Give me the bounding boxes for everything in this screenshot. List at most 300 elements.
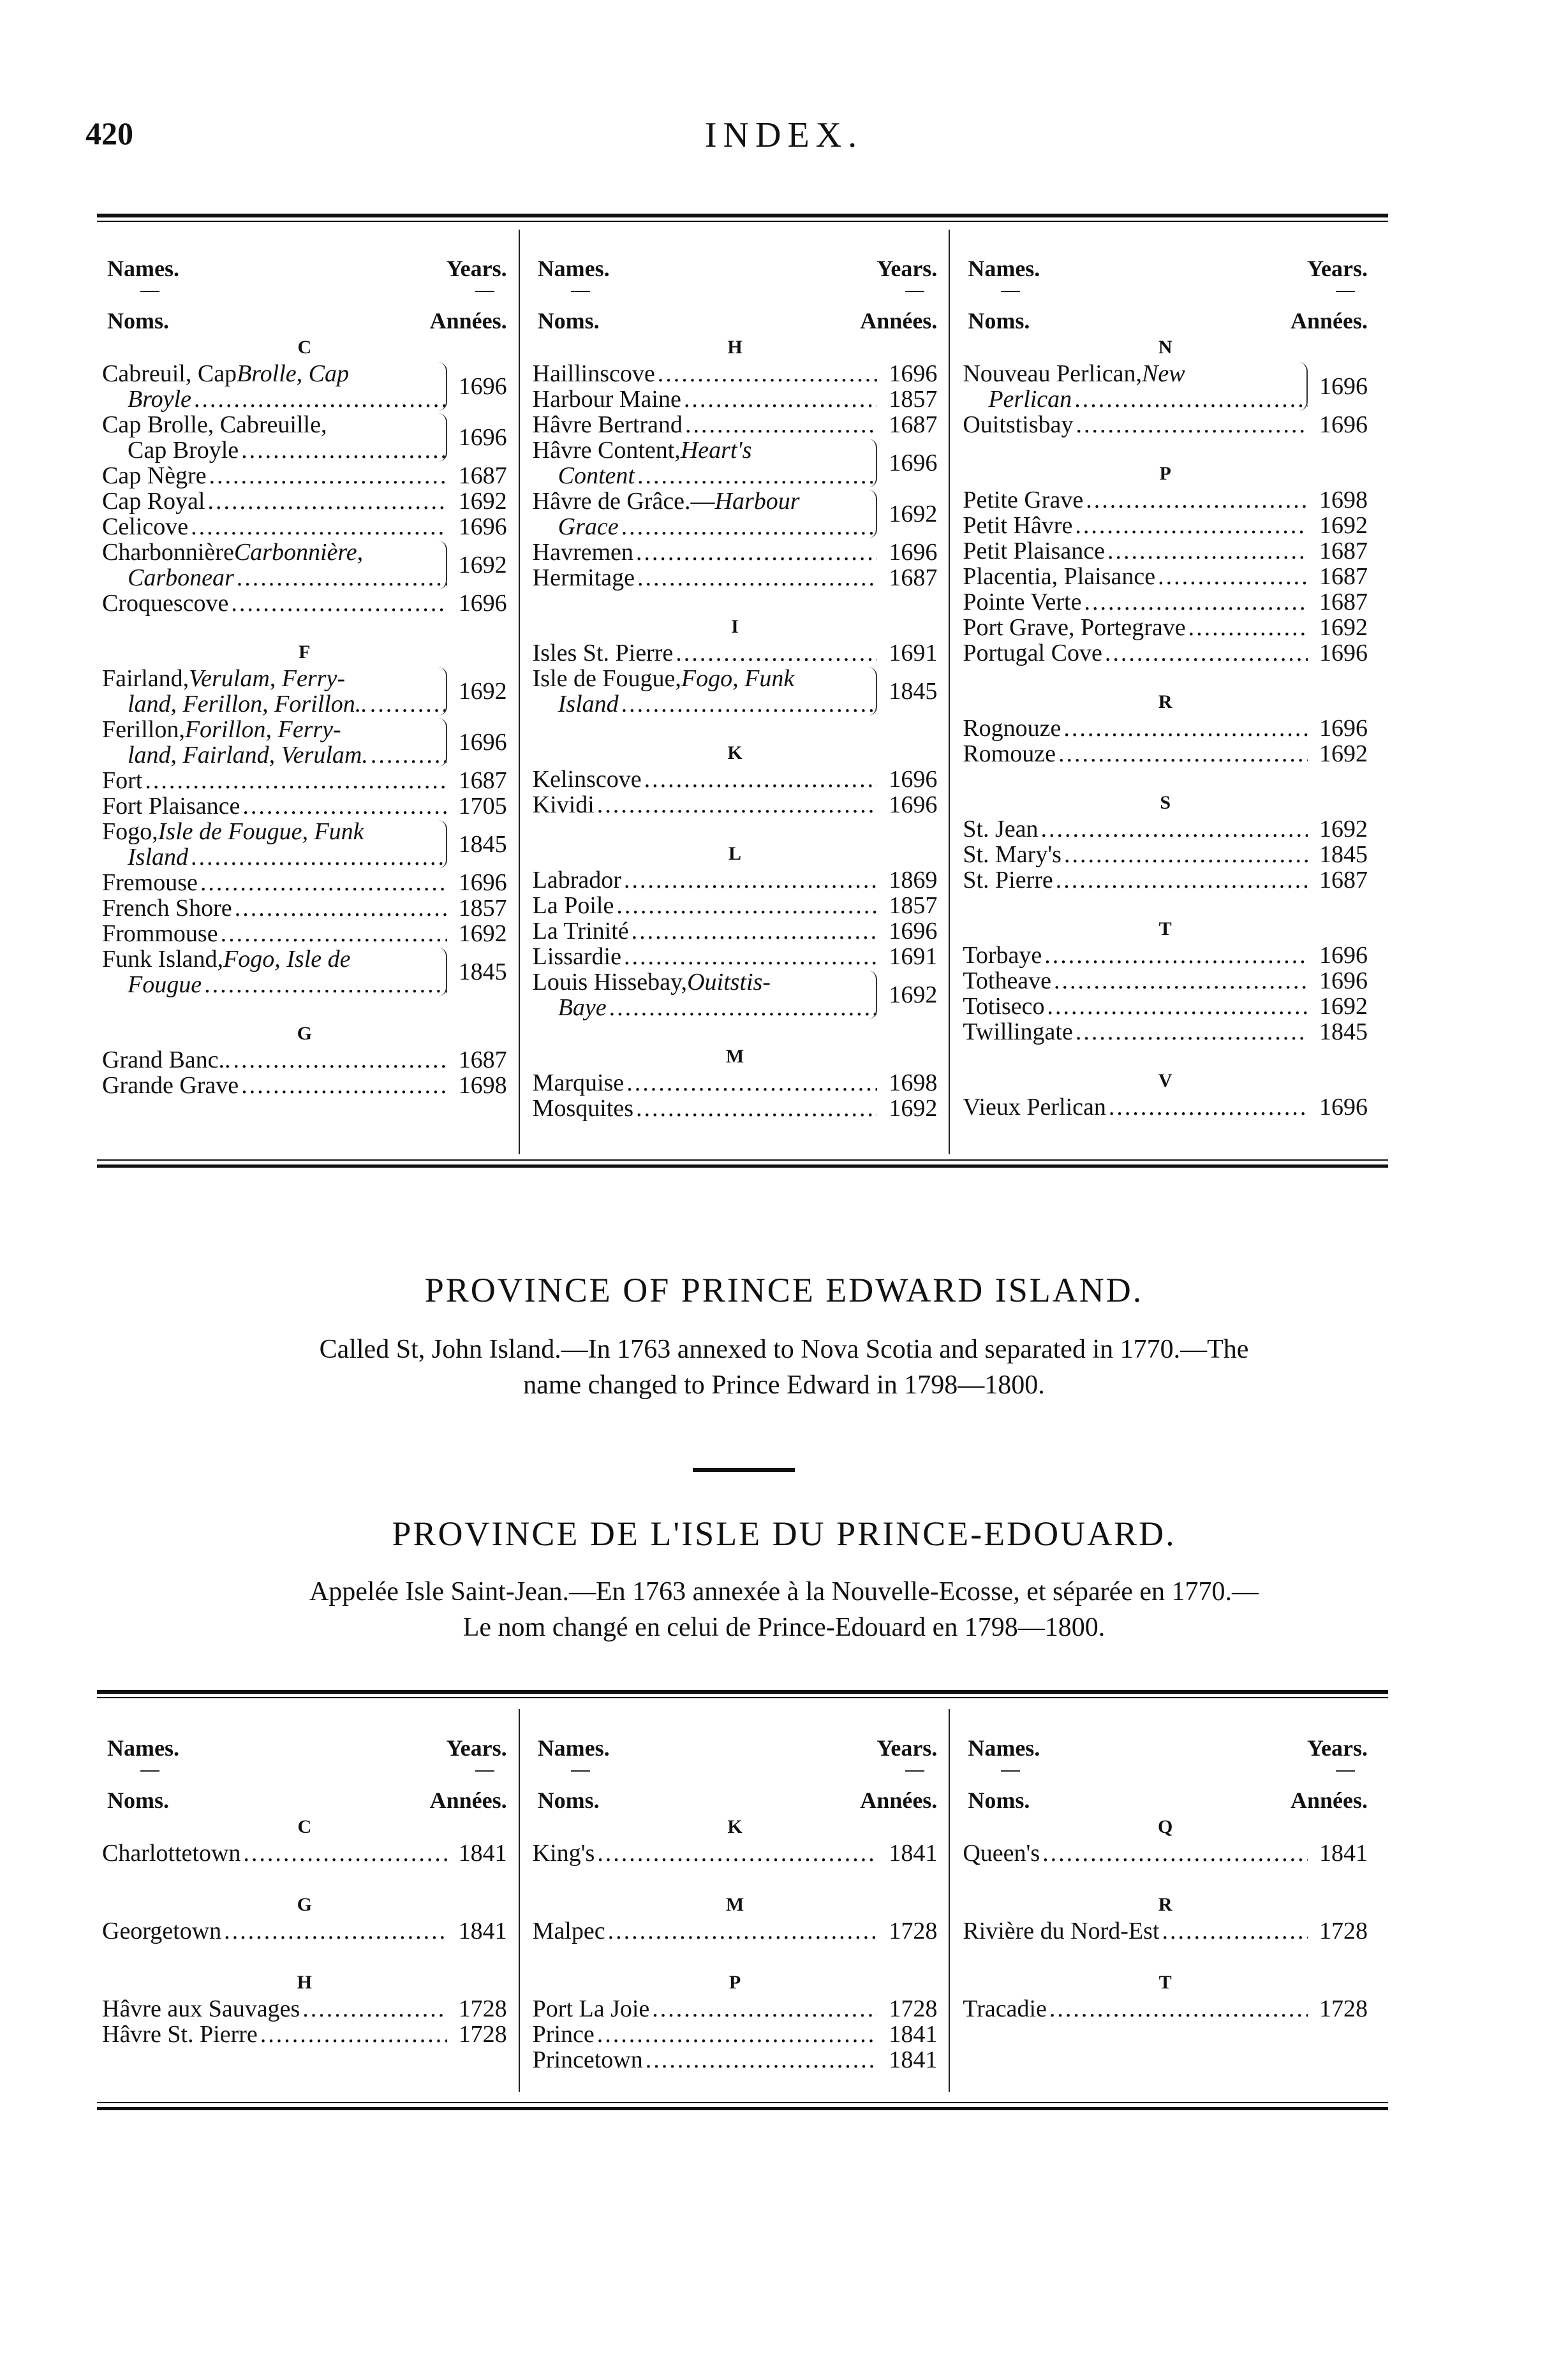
running-head: INDEX. [704, 115, 864, 155]
entry-name-cont-text: Broyle [128, 386, 191, 412]
entry-year: 1841 [889, 2021, 938, 2048]
brace [438, 541, 447, 589]
section-letter: M [725, 1046, 744, 1067]
section-letter: R [1158, 691, 1172, 712]
index-entry [102, 793, 507, 819]
header-noms-row [107, 307, 507, 334]
entry-name: Cap Nègre [102, 463, 207, 488]
pei-top-rule [97, 1690, 1388, 1694]
entry-name-line [533, 2047, 938, 2073]
leader-dots [1075, 513, 1308, 538]
entry-name-line [102, 1073, 507, 1098]
leader-dots [637, 463, 877, 488]
index-entry [963, 538, 1368, 564]
entry-year: 1841 [458, 1918, 507, 1944]
header-noms: Noms. [537, 1788, 600, 1813]
index-entry [963, 867, 1368, 893]
entry-name: Hâvre St. Pierre [102, 2022, 258, 2047]
entry-name: Kelinscove [532, 767, 642, 792]
index-column [963, 1709, 1368, 2092]
entry-name: Twillingate [963, 1019, 1073, 1045]
entry-name-line [533, 944, 938, 969]
entry-name-line [533, 412, 938, 437]
entry-name: Petite Grave [963, 487, 1084, 513]
leader-dots [624, 867, 877, 893]
entry-name: St. Jean [963, 816, 1039, 842]
leader-dots [1063, 716, 1308, 741]
header-dash [475, 291, 494, 292]
index-entry [963, 615, 1368, 640]
index-entry [963, 412, 1368, 437]
index-entry [533, 1996, 938, 2022]
header-dash [571, 1770, 590, 1772]
header-annees: Années. [429, 308, 507, 334]
header-years: Years. [446, 256, 507, 281]
entry-name-line [533, 1096, 938, 1121]
header-noms: Noms. [107, 1788, 169, 1813]
index-entry [102, 2022, 507, 2047]
entry-name: Cabreuil, Cap [102, 361, 237, 386]
index-column [102, 1709, 507, 2092]
entry-name-line [102, 1996, 507, 2022]
header-annees: Années. [1290, 308, 1368, 334]
entry-name-line [533, 1840, 938, 1866]
brace [1299, 362, 1308, 411]
entry-year: 1698 [1319, 487, 1368, 513]
entry-name-italic: New [1142, 361, 1185, 386]
index-entry [533, 1096, 938, 1121]
entry-name: Petit Hâvre [963, 513, 1073, 538]
entry-name: Charbonnière [102, 540, 234, 565]
entry-name-cont-text: Baye [558, 995, 607, 1020]
pei-bottom-rule [97, 2102, 1388, 2103]
leader-dots [1084, 589, 1308, 615]
entry-name-italic: Carbonnière, [233, 540, 364, 565]
entry-year: 1692 [458, 488, 507, 515]
index-entry [102, 870, 507, 895]
entry-name: Romouze [963, 741, 1056, 767]
header-names: Names. [537, 1735, 610, 1761]
header-noms-row [107, 1787, 507, 1814]
section-letter: G [297, 1894, 312, 1915]
entry-name: Isle de Fougue, [532, 666, 681, 691]
header-years: Years. [446, 1735, 507, 1761]
index-entry [102, 1073, 507, 1098]
pei-desc-en-line2: name changed to Prince Edward in 1798—1800. [523, 1370, 1045, 1400]
section-letter: H [727, 337, 743, 358]
header-names: Names. [537, 256, 610, 281]
index-entry [533, 969, 938, 1020]
entry-name-italic: Ouitstis- [687, 969, 771, 995]
index-entry [963, 487, 1368, 513]
section-letter: N [1158, 337, 1172, 358]
entry-year: 1696 [889, 766, 938, 793]
leader-dots [231, 591, 447, 616]
page-number: 420 [85, 115, 133, 151]
entry-name: Malpec [532, 1918, 605, 1944]
leader-dots [637, 565, 877, 591]
header-noms: Noms. [968, 1788, 1030, 1813]
index-entry [533, 1840, 938, 1866]
leader-dots [241, 1073, 447, 1098]
leader-dots [676, 640, 877, 666]
entry-name: Kividi [532, 792, 595, 818]
section-letter: K [727, 742, 743, 763]
header-dash [1336, 1770, 1355, 1772]
header-annees: Années. [429, 1788, 507, 1813]
entry-name: King's [532, 1840, 595, 1866]
entry-name-line [533, 792, 938, 818]
entry-year: 1845 [889, 678, 938, 705]
entry-name-line [533, 1070, 938, 1096]
entry-name: Ferillon, [102, 717, 185, 742]
entry-name-cont-text: Content [558, 463, 635, 488]
entry-name-line [963, 716, 1368, 741]
top-rule [97, 214, 1388, 217]
index-entry [963, 513, 1368, 538]
entry-name: Haillinscove [532, 361, 655, 386]
entry-name: Rivière du Nord-Est [963, 1918, 1160, 1944]
index-entry [533, 361, 938, 386]
index-column [533, 230, 938, 1154]
leader-dots [1049, 1996, 1308, 2022]
header-dash [1001, 1770, 1020, 1772]
entry-name: Prince [532, 2022, 595, 2047]
leader-dots [194, 386, 447, 412]
index-entry [963, 994, 1368, 1019]
entry-year: 1687 [458, 462, 507, 489]
leader-dots [233, 1047, 447, 1073]
entry-name: Rognouze [963, 716, 1061, 741]
entry-year: 1728 [1319, 1918, 1368, 1944]
entry-year: 1841 [458, 1840, 507, 1867]
header-annees: Années. [860, 1788, 938, 1813]
leader-dots [632, 918, 878, 944]
entry-year: 1692 [1319, 816, 1368, 842]
section-letter: T [1158, 1972, 1172, 1993]
leader-dots [624, 944, 877, 969]
leader-dots [1109, 1094, 1308, 1120]
leader-dots [224, 1918, 447, 1944]
header-noms-row [968, 307, 1368, 334]
index-entry [533, 565, 938, 591]
entry-name-line [963, 816, 1368, 842]
brace [438, 948, 447, 996]
section-letter: L [728, 843, 741, 864]
entry-year: 1845 [458, 831, 507, 858]
entry-year: 1728 [889, 1995, 938, 2022]
entry-name: Port La Joie [532, 1996, 650, 2022]
entry-name: Labrador [532, 867, 621, 893]
entry-name-line [102, 591, 507, 616]
entry-year: 1687 [1319, 589, 1368, 615]
section-letter: V [1158, 1070, 1172, 1091]
entry-name: Placentia, Plaisance [963, 564, 1156, 589]
header-dash [905, 291, 924, 292]
index-entry [533, 944, 938, 969]
entry-name-line [533, 867, 938, 893]
entry-year: 1692 [889, 981, 938, 1008]
section-letter: I [731, 616, 739, 637]
header-noms-row [538, 307, 938, 334]
index-entry [533, 386, 938, 412]
entry-name: Queen's [963, 1840, 1040, 1866]
index-entry [533, 767, 938, 792]
entry-name-line [963, 615, 1368, 640]
header-names-row [968, 255, 1368, 282]
top-rule-thin [97, 221, 1388, 222]
entry-name-line [102, 1840, 507, 1866]
entry-year: 1696 [458, 590, 507, 617]
entry-year: 1696 [889, 918, 938, 944]
entry-year: 1696 [458, 513, 507, 540]
index-entry [102, 591, 507, 616]
entry-name-line [963, 867, 1368, 893]
leader-dots [204, 972, 447, 997]
index-entry [533, 1918, 938, 1944]
index-entry [102, 1996, 507, 2022]
index-entry [963, 1918, 1368, 1944]
entry-name-line [963, 513, 1368, 538]
index-entry [533, 2047, 938, 2073]
entry-name-line [963, 968, 1368, 994]
entry-name: Fort Plaisance [102, 793, 240, 819]
index-entry [963, 842, 1368, 867]
entry-name-line [533, 918, 938, 944]
entry-name-line [963, 741, 1368, 767]
section-separator [693, 1468, 795, 1472]
entry-name-line [533, 361, 938, 386]
index-entry [533, 488, 938, 540]
entry-name-italic: Forillon, Ferry- [184, 717, 341, 742]
leader-dots [371, 742, 447, 768]
leader-dots [684, 386, 877, 412]
leader-dots [626, 1070, 877, 1096]
entry-name-line [963, 1918, 1368, 1944]
entry-name-line [102, 921, 507, 946]
index-entry [102, 361, 507, 412]
entry-name: Portugal Cove [963, 640, 1102, 666]
entry-year: 1696 [1319, 1094, 1368, 1120]
leader-dots [1076, 1019, 1308, 1045]
leader-dots [1086, 487, 1308, 513]
leader-dots [636, 540, 877, 565]
entry-name-cont-text: Island [128, 844, 188, 870]
header-years: Years. [1307, 1735, 1368, 1761]
entry-year: 1845 [1319, 1018, 1368, 1045]
entry-name-italic: Heart's [680, 437, 752, 463]
entry-year: 1692 [1319, 614, 1368, 641]
index-entry [102, 514, 507, 540]
leader-dots [145, 768, 447, 793]
bottom-rule [97, 1159, 1388, 1161]
leader-dots [1044, 943, 1308, 968]
entry-name-line [102, 870, 507, 895]
leader-dots [191, 514, 447, 540]
index-entry [102, 768, 507, 793]
entry-year: 1687 [1319, 867, 1368, 893]
header-dash [140, 291, 159, 292]
entry-year: 1696 [889, 450, 938, 476]
entry-name: Marquise [532, 1070, 625, 1096]
index-entry [963, 589, 1368, 615]
entry-year: 1728 [458, 2021, 507, 2048]
entry-name: Mosquites [532, 1096, 634, 1121]
index-entry [963, 1996, 1368, 2022]
entry-name-line [533, 893, 938, 918]
entry-name: Havremen [532, 540, 633, 565]
pei-desc-fr-line2: Le nom changé en celui de Prince-Edouard en 1798—1800. [462, 1613, 1106, 1642]
leader-dots [609, 995, 878, 1020]
leader-dots [243, 1840, 447, 1866]
entry-name-line [963, 487, 1368, 513]
section-letter: H [297, 1972, 312, 1993]
entry-name-cont-text: Cap Broyle [128, 437, 239, 463]
entry-name-line [102, 463, 507, 488]
entry-name: La Trinité [532, 918, 629, 944]
leader-dots [242, 793, 447, 819]
header-names-row [107, 255, 507, 282]
header-names-row [538, 255, 938, 282]
section-letter: R [1158, 1894, 1172, 1915]
entry-name: Fogo, [102, 819, 158, 844]
entry-name: Grand Banc.. [102, 1047, 231, 1073]
entry-name-italic: Isle de Fougue, Funk [158, 819, 364, 844]
entry-name-cont-text: Perlican [988, 386, 1072, 412]
pei-title-en: PROVINCE OF PRINCE EDWARD ISLAND. [424, 1271, 1144, 1309]
header-names: Names. [968, 256, 1040, 281]
header-noms: Noms. [968, 308, 1030, 334]
entry-name: Nouveau Perlican, [963, 361, 1143, 386]
entry-name-line [963, 1840, 1368, 1866]
index-entry [102, 819, 507, 870]
section-letter: T [1158, 918, 1172, 939]
entry-year: 1687 [458, 1047, 507, 1073]
brace [438, 362, 447, 411]
leader-dots [597, 1840, 877, 1866]
leader-dots [221, 921, 447, 946]
header-names-row [538, 1735, 938, 1761]
index-entry [102, 666, 507, 717]
leader-dots [597, 792, 878, 818]
entry-year: 1687 [889, 564, 938, 591]
index-entry [533, 437, 938, 488]
entry-name: Isles St. Pierre [532, 640, 674, 666]
entry-name-line [102, 1918, 507, 1944]
entry-name: Hâvre de Grâce.— [532, 488, 715, 514]
leader-dots [241, 437, 447, 463]
header-annees: Années. [860, 308, 938, 334]
index-entry [533, 540, 938, 565]
entry-year: 1692 [1319, 740, 1368, 767]
entry-year: 1687 [1319, 538, 1368, 564]
entry-name: Hâvre Content, [532, 437, 681, 463]
column-divider [519, 1709, 520, 2092]
entry-year: 1728 [889, 1918, 938, 1944]
section-letter: K [727, 1816, 743, 1837]
index-column [963, 230, 1368, 1154]
brace [868, 971, 877, 1019]
header-dash [1336, 291, 1355, 292]
header-noms-row [538, 1787, 938, 1814]
section-letter: S [1160, 792, 1171, 813]
entry-name: Port Grave, Portegrave [963, 615, 1186, 640]
entry-year: 1696 [1319, 373, 1368, 400]
leader-dots [1074, 386, 1308, 412]
entry-name: Grande Grave [102, 1073, 239, 1098]
brace [438, 667, 447, 716]
index-entry [963, 741, 1368, 767]
entry-name: Pointe Verte [963, 589, 1082, 615]
header-names: Names. [107, 1735, 179, 1761]
entry-name: St. Pierre [963, 867, 1053, 893]
leader-dots [1107, 538, 1308, 564]
entry-year: 1691 [889, 640, 938, 666]
entry-year: 1696 [1319, 967, 1368, 994]
pei-title-fr: PROVINCE DE L'ISLE DU PRINCE-EDOUARD. [392, 1515, 1176, 1553]
leader-dots [636, 1096, 877, 1121]
entry-year: 1692 [458, 678, 507, 705]
nfld-index-table [97, 230, 1388, 1154]
entry-name: Torbaye [963, 943, 1042, 968]
index-entry [963, 1094, 1368, 1120]
leader-dots [597, 2022, 878, 2047]
entry-name-italic: Brolle, Cap [237, 361, 349, 386]
entry-name: Cap Brolle, Cabreuille, [102, 412, 327, 437]
entry-year: 1696 [1319, 942, 1368, 969]
entry-name-cont-text: Fougue [128, 972, 202, 997]
header-noms: Noms. [107, 308, 169, 334]
entry-year: 1705 [458, 793, 507, 819]
entry-name-line [102, 1047, 507, 1073]
index-entry [533, 792, 938, 818]
entry-name-line [102, 514, 507, 540]
entry-name: St. Mary's [963, 842, 1061, 867]
brace [438, 718, 447, 767]
entry-name-line [963, 943, 1368, 968]
entry-name-cont-text: Carbonear [128, 565, 234, 591]
brace [868, 439, 877, 487]
entry-name: Charlottetown [102, 1840, 241, 1866]
entry-year: 1841 [1319, 1840, 1368, 1867]
entry-year: 1696 [889, 360, 938, 387]
index-entry [963, 816, 1368, 842]
leader-dots [652, 1996, 877, 2022]
entry-name-line [102, 895, 507, 921]
entry-name: Croquescove [102, 591, 229, 616]
entry-name-line [963, 994, 1368, 1019]
entry-name: Celicove [102, 514, 189, 540]
header-years: Years. [876, 256, 938, 281]
entry-name-line [533, 565, 938, 591]
entry-year: 1692 [889, 501, 938, 527]
pei-index-table [97, 1709, 1388, 2092]
entry-name: Hâvre aux Sauvages [102, 1996, 300, 2022]
entry-name: Petit Plaisance [963, 538, 1106, 564]
leader-dots [1188, 615, 1308, 640]
entry-year: 1696 [889, 791, 938, 818]
pei-top-rule-thin [97, 1697, 1388, 1698]
header-dash [571, 291, 590, 292]
entry-year: 1691 [889, 943, 938, 970]
entry-name: Fremouse [102, 870, 198, 895]
section-letter: M [725, 1894, 744, 1915]
leader-dots [616, 893, 877, 918]
entry-name-line [963, 1996, 1368, 2022]
entry-name: Tracadie [963, 1996, 1047, 2022]
index-entry [102, 1047, 507, 1073]
index-column [102, 230, 507, 1154]
